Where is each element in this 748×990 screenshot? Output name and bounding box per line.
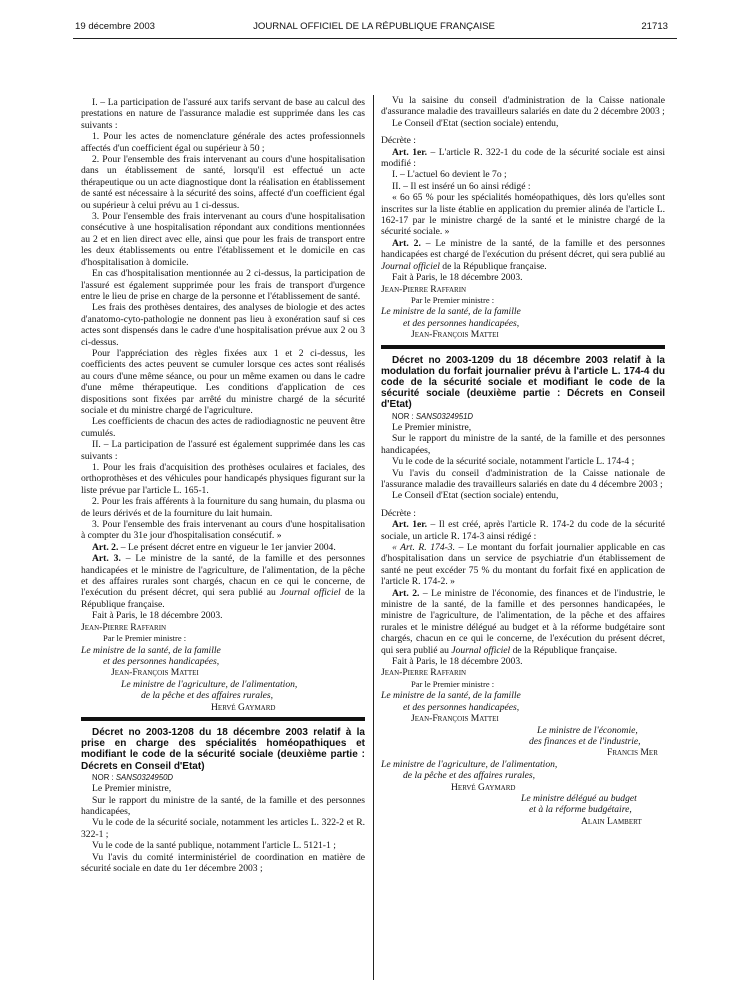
paragraph: 2. Pour les frais afférents à la fourniture du sang humain, du plasma ou de leurs dérivés et de la fourniture du lait humain. xyxy=(81,496,365,519)
signatory: Jean-François Mattei xyxy=(411,329,499,341)
paragraph: Les coefficients de chacun des actes de radiodiagnostic ne peuvent être cumulés. xyxy=(81,416,365,439)
article-text: de la République française. xyxy=(81,587,365,610)
article-label: Art. 3. xyxy=(92,553,121,565)
minister-title: Le ministre de l'agriculture, de l'alimentation, xyxy=(121,678,298,690)
right-column xyxy=(381,95,665,827)
paragraph: Sur le rapport du ministre de la santé, de la famille et des personnes handicapées, xyxy=(381,433,665,456)
paragraph: Sur le rapport du ministre de la santé, de la famille et des personnes handicapées, xyxy=(81,794,365,817)
article-2 xyxy=(381,238,665,272)
by-line: Par le Premier ministre : xyxy=(411,678,495,689)
article-text: – Il est créé, après l'article R. 174-2 du code de la sécurité sociale, un article R. 174-3 ainsi rédigé : xyxy=(381,519,666,542)
minister-title: Le ministre de la santé, de la famille xyxy=(81,644,221,656)
article-2 xyxy=(81,542,365,553)
article-label: Art. 2. xyxy=(392,237,421,249)
signatory: Alain Lambert xyxy=(581,815,642,827)
column-divider xyxy=(373,95,374,980)
minister-title: Le ministre de la santé, de la famille xyxy=(381,306,521,318)
signature-block xyxy=(381,667,665,827)
signature-block xyxy=(81,622,365,713)
nor-code: SANS0324950D xyxy=(115,772,174,782)
article-text: – Le présent décret entre en vigueur le 1er janvier 2004. xyxy=(118,541,336,553)
article-label: Art. 1er. xyxy=(392,519,428,531)
paragraph: I. – L'actuel 6o devient le 7o ; xyxy=(392,169,507,181)
paragraph: 3. Pour l'ensemble des frais intervenant au cours d'une hospitalisation à compter du 31e jour d'hospitalisation consécutif. » xyxy=(81,519,365,542)
article-text: – L'article R. 322-1 du code de la sécurité sociale est ainsi modifié : xyxy=(381,146,665,170)
article-text: – Le montant du forfait journalier applicable en cas d'hospitalisation dans un service de psychiatrie d'un établissement de santé ne peut excéder 75 % du montant du forfait fixé en application de l'article R. 174-2. » xyxy=(381,542,665,588)
by-line: Par le Premier ministre : xyxy=(411,294,495,305)
article-3 xyxy=(81,553,365,610)
paragraph: Les frais des prothèses dentaires, des analyses de biologie et des actes d'anatomo-cyto-pathologie ne donnent pas lieu à exonération sauf si ces actes sont dispensés dans le cadre d'une hospitalisation prévue aux 2 ou 3 ci-dessus. xyxy=(81,302,365,348)
article-text: – Le ministre de l'économie, des finances et de l'industrie, le ministre de la santé, de la famille et des personnes handicapées, le ministre de l'agriculture, de l'alimentation, de la pêche et des affaires rurales et le ministre délégué au budget et à la réforme budgétaire sont chargés, chacun en ce qui le concerne, de l'exécution du présent décret, qui sera publié au xyxy=(381,587,665,656)
article-1 xyxy=(381,519,665,542)
paragraph: 1. Pour les actes de nomenclature générale des actes professionnels affectés d'un coefficient égal ou supérieur à 50 ; xyxy=(81,131,365,154)
decrete-heading: Décrète : xyxy=(381,135,416,147)
journal-ref: Journal officiel xyxy=(381,260,440,272)
paragraph: Vu le code de la sécurité sociale, notamment l'article L. 174-4 ; xyxy=(392,456,635,468)
paragraph: Vu la saisine du conseil d'administration de la Caisse nationale d'assurance maladie des travailleurs salariés en date du 2 décembre 2003 ; xyxy=(381,95,665,118)
signatory: Jean-Pierre Raffarin xyxy=(381,667,467,679)
paragraph: 1. Pour les frais d'acquisition des prothèses oculaires et faciales, des orthoprothèses et des véhicules pour handicapés physiques figurant sur la liste prévue par l'article L. 165-1. xyxy=(81,462,365,496)
paragraph: « 6o 65 % pour les spécialités homéopathiques, dès lors qu'elles sont inscrites sur la liste établie en application du premier alinéa de l'article L. 162-17 par le ministre chargé de la santé et le ministre chargé de la sécurité sociale. » xyxy=(381,192,665,238)
signatory: Hervé Gaymard xyxy=(451,781,516,793)
minister-title: de la pêche et des affaires rurales, xyxy=(141,690,274,702)
paragraph: Vu l'avis du comité interministériel de coordination en matière de sécurité sociale en date du 1er décembre 2003 ; xyxy=(81,851,365,874)
paragraph: I. – La participation de l'assuré aux tarifs servant de base au calcul des prestations en nature de l'assurance maladie est supprimée dans les cas suivants : xyxy=(81,97,365,131)
paragraph: 2. Pour l'ensemble des frais intervenant au cours d'une hospitalisation dans un établissement de santé, lorsqu'il est effectué un acte thérapeutique ou un acte diagnostique dont la réalisation en établissement de santé est nécessaire à la sécurité des soins, affecté d'un coefficient égal ou supérieur à celui prévu au 1 ci-dessus. xyxy=(81,154,365,211)
article-text: de la République française. xyxy=(510,644,618,656)
nor-code: SANS0324951D xyxy=(415,411,474,421)
minister-title: Le ministre de l'économie, xyxy=(537,724,638,736)
nor-reference: NOR : SANS0324950D xyxy=(92,772,174,782)
date-line: Fait à Paris, le 18 décembre 2003. xyxy=(392,272,523,284)
paragraph: Pour l'appréciation des règles fixées aux 1 et 2 ci-dessus, les coefficients des actes peuvent se cumuler lorsque ces actes sont réalisés au cours d'une même séance, ou pour un même examen ou dans le cadre d'une même thérapeutique. Les conditions d'application de ces dispositions sont fixées par arrêté du ministre chargé de la sécurité sociale et du ministre chargé de l'agriculture. xyxy=(81,347,365,416)
nor-reference: NOR : SANS0324951D xyxy=(392,411,474,421)
paragraph: En cas d'hospitalisation mentionnée au 2 ci-dessus, la participation de l'assuré est également supprimée pour les frais de transport d'urgence entre le lieu de prise en charge de la personne et l'établissement de santé. xyxy=(81,268,365,302)
by-line: Par le Premier ministre : xyxy=(103,633,187,644)
minister-title: Le ministre de l'agriculture, de l'alimentation, xyxy=(381,758,558,770)
minister-title: Le ministre délégué au budget xyxy=(521,792,637,804)
header-rule xyxy=(73,38,677,39)
minister-title: de la pêche et des affaires rurales, xyxy=(403,770,536,782)
paragraph: Vu l'avis du conseil d'administration de la Caisse nationale de l'assurance maladie des travailleurs salariés en date du 4 décembre 2003 ; xyxy=(381,467,665,490)
paragraph: Le Conseil d'Etat (section sociale) entendu, xyxy=(392,117,559,129)
signatory: Jean-Pierre Raffarin xyxy=(381,283,467,295)
article-label: Art. 2. xyxy=(392,587,420,599)
article-label: Art. 1er. xyxy=(392,146,428,158)
page-header xyxy=(0,21,748,37)
left-column xyxy=(81,97,365,874)
signatory: Jean-François Mattei xyxy=(411,713,499,725)
article-1 xyxy=(381,147,665,170)
minister-title: et des personnes handicapées, xyxy=(403,701,520,713)
page-number: 21713 xyxy=(641,21,668,32)
journal-title: JOURNAL OFFICIEL DE LA RÉPUBLIQUE FRANÇAISE xyxy=(253,21,495,32)
paragraph: Vu le code de la santé publique, notamment l'article L. 5121-1 ; xyxy=(92,840,336,852)
article-text: – Le ministre de la santé, de la famille et des personnes handicapées est chargé de l'exécution du présent décret, qui sera publié au xyxy=(381,237,665,261)
paragraph: II. – La participation de l'assuré est également supprimée dans les cas suivants : xyxy=(81,439,365,462)
minister-title: et des personnes handicapées, xyxy=(403,317,520,329)
paragraph: II. – Il est inséré un 6o ainsi rédigé : xyxy=(392,180,531,192)
article-label: « Art. R. 174-3. xyxy=(392,542,456,554)
article-text: – Le ministre de la santé, de la famille et des personnes handicapées et le ministre de l'agriculture, de l'alimentation, de la pêche et des affaires rurales sont chargés, chacun en ce qui le concerne, de l'exécution du présent décret, qui sera publié au xyxy=(81,553,365,599)
journal-ref: Journal officiel xyxy=(451,644,511,656)
paragraph: Le Conseil d'Etat (section sociale) entendu, xyxy=(392,490,559,502)
decree-title: Décret no 2003-1208 du 18 décembre 2003 relatif à la prise en charge des spécialités homéopathiques et modifiant le code de la sécurité sociale (deuxième partie : Décrets en Conseil d'Etat) xyxy=(81,726,365,772)
paragraph: Le Premier ministre, xyxy=(92,783,172,795)
date-line: Fait à Paris, le 18 décembre 2003. xyxy=(92,610,223,622)
decrete-heading: Décrète : xyxy=(381,507,416,519)
date-line: Fait à Paris, le 18 décembre 2003. xyxy=(392,656,523,668)
paragraph: Le Premier ministre, xyxy=(392,421,472,433)
signatory: Hervé Gaymard xyxy=(211,701,276,713)
paragraph: 3. Pour l'ensemble des frais intervenant au cours d'une hospitalisation consécutive à une hospitalisation répondant aux conditions mentionnées au 2 et en lien direct avec elle, ainsi que pour les frais de transport entre les deux établissements ou entre l'établissement et le domicile en cas d'hospitalisation à domicile. xyxy=(81,211,365,268)
minister-title: et à la réforme budgétaire, xyxy=(529,804,632,816)
signature-block xyxy=(381,284,665,341)
paragraph: Vu le code de la sécurité sociale, notamment les articles L. 322-2 et R. 322-1 ; xyxy=(81,817,365,840)
article-text: de la République française. xyxy=(439,260,547,272)
header-date: 19 décembre 2003 xyxy=(75,21,156,32)
quoted-article xyxy=(381,542,665,588)
minister-title: Le ministre de la santé, de la famille xyxy=(381,690,521,702)
article-label: Art. 2. xyxy=(92,541,119,553)
article-2 xyxy=(381,588,665,656)
minister-title: des finances et de l'industrie, xyxy=(529,735,641,747)
decree-title: Décret no 2003-1209 du 18 décembre 2003 relatif à la modulation du forfait journalier prévu à l'article L. 174-4 du code de la sécurité sociale et modifiant le code de la sécurité sociale (deuxième partie : Décrets en Conseil d'Etat) xyxy=(381,354,665,411)
signatory: Jean-François Mattei xyxy=(111,667,199,679)
journal-ref: Journal officiel xyxy=(279,587,341,599)
signatory: Francis Mer xyxy=(607,747,658,759)
minister-title: et des personnes handicapées, xyxy=(103,655,220,667)
signatory: Jean-Pierre Raffarin xyxy=(81,621,167,633)
